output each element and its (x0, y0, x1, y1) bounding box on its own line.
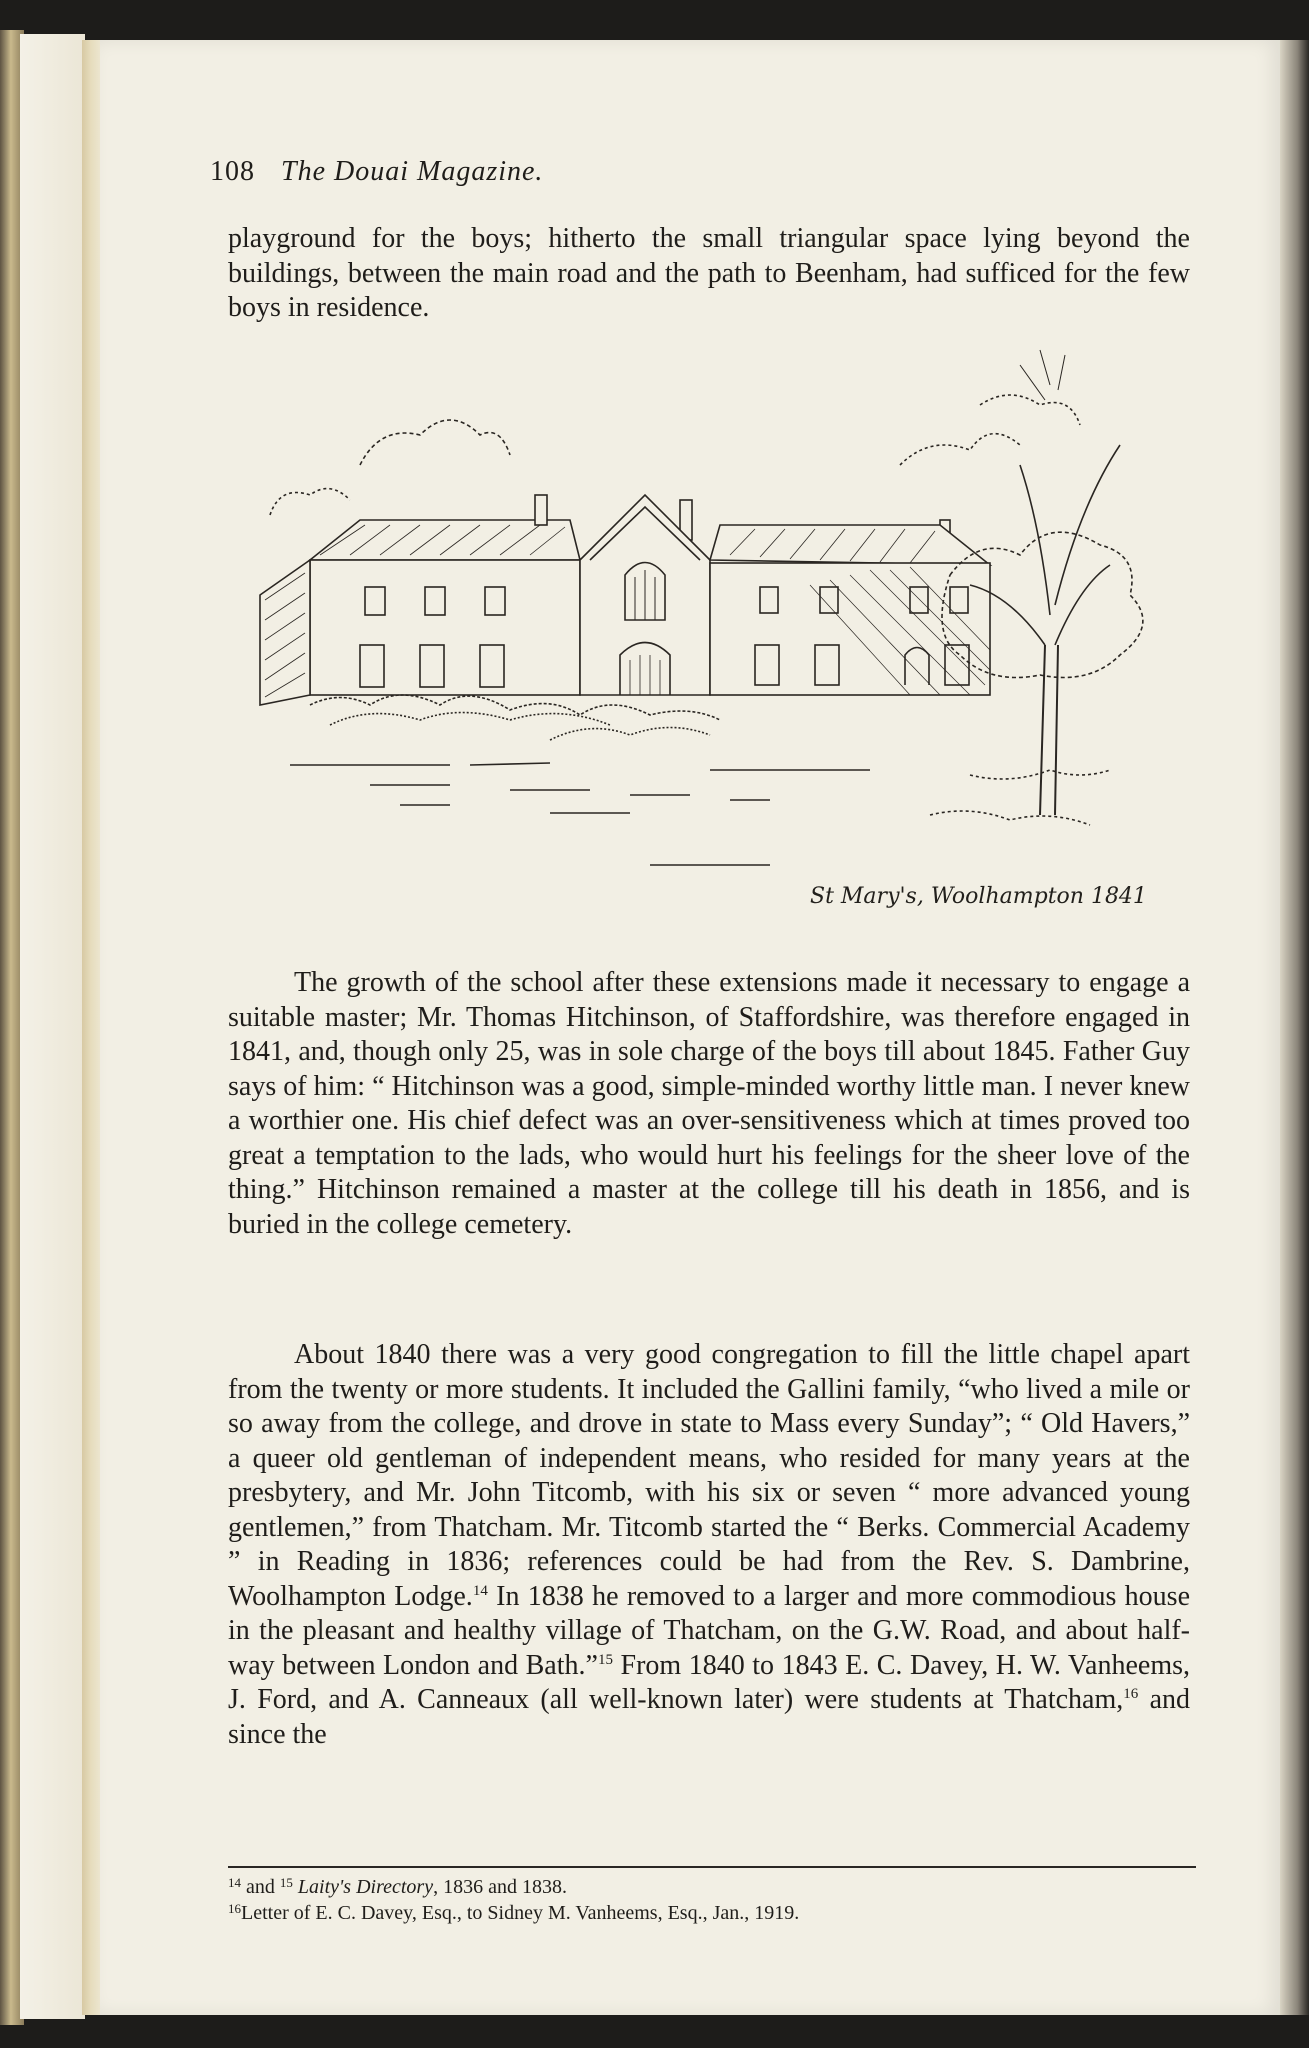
footnote-16 (228, 1900, 1196, 1926)
footnote-ref-14: 14 (472, 1582, 488, 1599)
footnote-number: 16 (228, 1901, 241, 1916)
paragraph-congregation (228, 1338, 1190, 1752)
footnote-text: and (241, 1876, 280, 1898)
paragraph-hitchinson: The growth of the school after these extensions made it necessary to engage a suitable master; Mr. Thomas Hitchinson, of Staffordshire, was therefore engaged in 1841, and, though only 25, was in sole charge of the boys till about 1845. Father Guy says of him: “ Hitchinson was a good, simple-minded worthy little man. I never knew a worthier one. His chief defect was an over-sensitiveness which at times proved too great a temptation to the lads, who would hurt his feelings for the sheer love of the thing.” Hitchinson remained a master at the college till his death in 1856, and is buried in the college cemetery. (228, 967, 1190, 1240)
paragraph-text: and since the (228, 1684, 1190, 1750)
page-right-edge (1280, 40, 1309, 2015)
footnote-text: , 1836 and 1838. (433, 1876, 567, 1898)
facing-page-strip (20, 34, 85, 2019)
paragraph-text: In 1838 he removed to a larger and more commodious house in the pleasant and healthy village of Thatcham, on the G.W. Road, and about half-way between London and Bath.” (228, 1580, 1191, 1681)
footnote-ref-16: 16 (1123, 1686, 1139, 1702)
footnote-title: Laity's Directory (297, 1876, 434, 1898)
illustration-signature: St Mary's, Woolhampton 1841 (810, 884, 1147, 909)
footnote-number: 14 (228, 1875, 241, 1890)
running-header (210, 156, 1010, 196)
paragraph-text: From 1840 to 1843 E. C. Davey, H. W. Vanheems, J. Ford, and A. Canneaux (all well-known later) were students at Thatcham, (228, 1649, 1191, 1715)
footnote-ref-15: 15 (597, 1651, 613, 1668)
running-title: The Douai Magazine. (281, 156, 544, 187)
college-building-engraving (250, 345, 1150, 945)
footnote-text: Letter of E. C. Davey, Esq., to Sidney M. Vanheems, Esq., Jan., 1919. (241, 1902, 800, 1924)
footnote-14-15 (228, 1874, 1196, 1900)
footnote-rule (228, 1866, 1196, 1868)
page-number: 108 (210, 156, 255, 187)
intro-paragraph: playground for the boys; hitherto the small triangular space lying beyond the buildings, between the main road and the path to Beenham, had sufficed for the few boys in residence. (228, 223, 1190, 323)
footnote-number: 15 (279, 1875, 293, 1890)
paragraph-text: About 1840 there was a very good congregation to fill the little chapel apart from the twenty or more students. It included the Gallini family, “who lived a mile or so away from the college, and drove in state to Mass every Sunday”; “ Old Havers,” a queer old gentleman of independent means, who resided for many years at the presbytery, and Mr. John Titcomb, with his six or seven “ more advanced young gentlemen,” from Thatcham. Mr. Titcomb started the “ Berks. Commercial Academy ” in Reading in 1836; references could be had from the Rev. S. Dambrine, Woolhampton Lodge. (228, 1339, 1190, 1612)
